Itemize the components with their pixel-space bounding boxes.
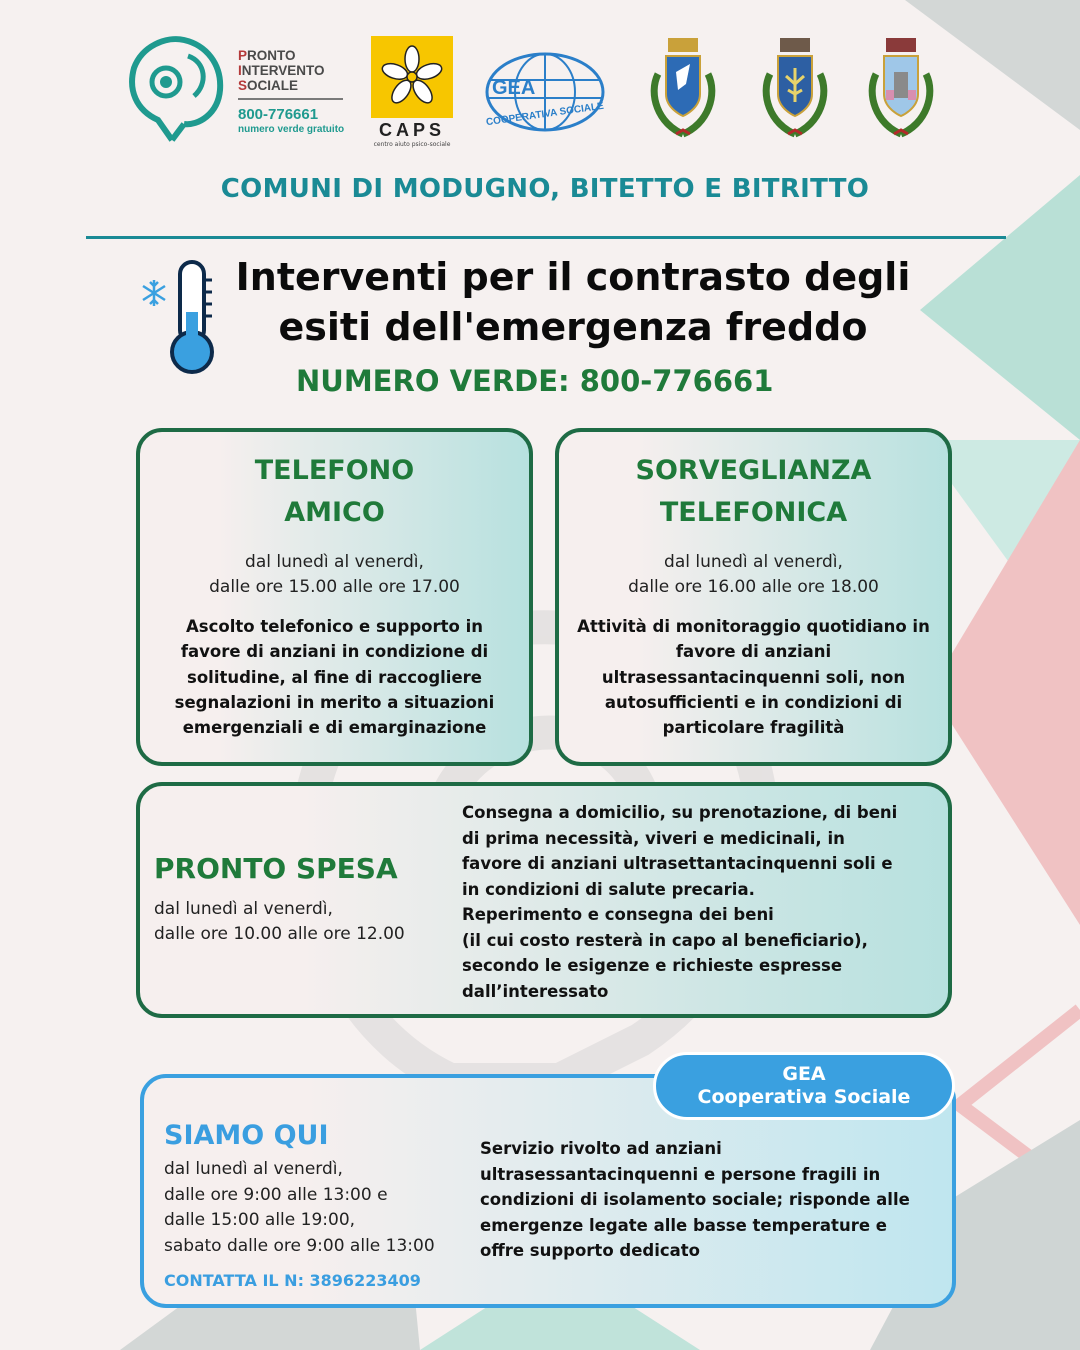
- pis-phone-number: 800-776661: [238, 106, 319, 123]
- card-hours-line-1: dal lunedì al venerdì,: [164, 1159, 343, 1179]
- card-title: [140, 450, 529, 534]
- pis-initial-s: S: [238, 78, 248, 93]
- pis-divider: [238, 98, 343, 100]
- thermometer-icon: [138, 258, 218, 378]
- card-pronto-spesa: [136, 782, 952, 1018]
- desc-line-7: secondo le esigenze e richieste espresse: [462, 956, 843, 975]
- flower-icon: [380, 45, 444, 109]
- caps-logo: [371, 36, 453, 146]
- card-hours-line-3: dalle 15:00 alle 19:00,: [164, 1210, 356, 1230]
- pronto-intervento-sociale-logo: [128, 36, 353, 146]
- globe-icon: [478, 48, 613, 138]
- gea-badge: [653, 1052, 955, 1120]
- pin-swirl-icon: [128, 36, 228, 146]
- gea-caption: COOPERATIVA SOCIALE: [485, 100, 605, 129]
- comuni-heading: COMUNI DI MODUGNO, BITETTO E BITRITTO: [220, 174, 870, 204]
- card-description: Ascolto telefonico e supporto in favore di anziani in condizione di solitudine, al fine di raccogliere segnalazioni in merito a situazioni emergenziali e di emarginazione: [174, 617, 495, 738]
- desc-line-2: di prima necessità, viveri e medicinali, in: [462, 828, 845, 848]
- desc-line-6: (il cui costo resterà in capo al beneficiario),: [462, 930, 868, 950]
- title-line-1: Interventi per il contrasto degli: [235, 255, 911, 299]
- card-hours-line-2: dalle ore 16.00 alle ore 18.00: [628, 577, 879, 597]
- card-title-line-2: AMICO: [284, 497, 385, 528]
- gea-badge-line-1: GEA: [782, 1063, 826, 1085]
- desc-line-3: favore di anziani ultrasettantacinquenni soli e: [462, 854, 893, 873]
- numero-verde: NUMERO VERDE: 800-776661: [296, 364, 774, 398]
- crest-icon: [638, 34, 728, 144]
- pis-word-ntervento: NTERVENTO: [241, 63, 325, 78]
- card-hours-line-2: dalle ore 15.00 alle ore 17.00: [209, 577, 460, 597]
- card-title-line-2: TELEFONICA: [659, 497, 848, 528]
- card-hours-line-1: dal lunedì al venerdì,: [154, 899, 333, 919]
- desc-line-1: Consegna a domicilio, su prenotazione, di beni: [462, 803, 898, 822]
- pis-initial-i: I: [238, 63, 242, 78]
- card-title-line-1: TELEFONO: [254, 455, 415, 486]
- card-hours: [154, 897, 405, 947]
- crest-bitetto: [750, 34, 840, 144]
- desc-line-5: Reperimento e consegna dei beni: [462, 905, 774, 924]
- card-sorveglianza-telefonica: [555, 428, 952, 766]
- desc-line-8: dall’interessato: [462, 981, 609, 1001]
- card-telefono-amico: [136, 428, 533, 766]
- card-hours-line-2: dalle ore 9:00 alle 13:00 e: [164, 1184, 388, 1205]
- crest-bitritto: [856, 34, 946, 144]
- card-title: PRONTO SPESA: [154, 852, 398, 885]
- card-hours: [164, 1157, 435, 1259]
- card-title: [559, 450, 948, 534]
- card-hours-line-2: dalle ore 10.00 alle ore 12.00: [154, 924, 405, 944]
- caps-flower-box: [371, 36, 453, 118]
- gea-cooperativa-logo: [478, 48, 613, 138]
- pis-initial-p: P: [238, 48, 248, 63]
- card-description: Servizio rivolto ad anziani ultrasessantacinquenni e persone fragili in condizioni di isolamento sociale; risponde alle emergenze legate alle basse temperature e offre supporto dedicato: [480, 1139, 910, 1260]
- gea-letters: GEA: [492, 77, 536, 99]
- card-description: [462, 800, 942, 1004]
- gea-badge-line-2: Cooperativa Sociale: [697, 1086, 911, 1108]
- crest-icon: [856, 34, 946, 144]
- pis-word-ociale: OCIALE: [247, 78, 299, 93]
- header-divider: [86, 236, 1006, 239]
- card-hours-line-1: dal lunedì al venerdì,: [664, 552, 843, 572]
- card-hours-line-4: sabato dalle ore 9:00 alle 13:00: [164, 1235, 435, 1256]
- title-line-2: esiti dell'emergenza freddo: [278, 305, 868, 349]
- crest-icon: [750, 34, 840, 144]
- card-hours: [140, 550, 529, 600]
- crest-modugno: [638, 34, 728, 144]
- page-title: [210, 252, 936, 352]
- contact-number: CONTATTA IL N: 3896223409: [164, 1271, 421, 1290]
- caps-caption: centro aiuto psico-sociale: [373, 141, 451, 148]
- pis-word-ronto: RONTO: [247, 48, 296, 63]
- desc-line-4: in condizioni di salute precaria.: [462, 879, 755, 899]
- pis-phone-caption: numero verde gratuito: [238, 124, 345, 135]
- card-hours: [559, 550, 948, 600]
- snowflake-icon: [143, 280, 165, 306]
- card-hours-line-1: dal lunedì al venerdì,: [245, 552, 424, 572]
- card-description: Attività di monitoraggio quotidiano in favore di anziani ultrasessantacinquenni soli, non autosufficienti e in condizioni di particolare fragilità: [577, 617, 930, 738]
- caps-name: CAPS: [378, 120, 445, 140]
- card-title-line-1: SORVEGLIANZA: [635, 455, 872, 486]
- card-title: SIAMO QUI: [164, 1120, 329, 1151]
